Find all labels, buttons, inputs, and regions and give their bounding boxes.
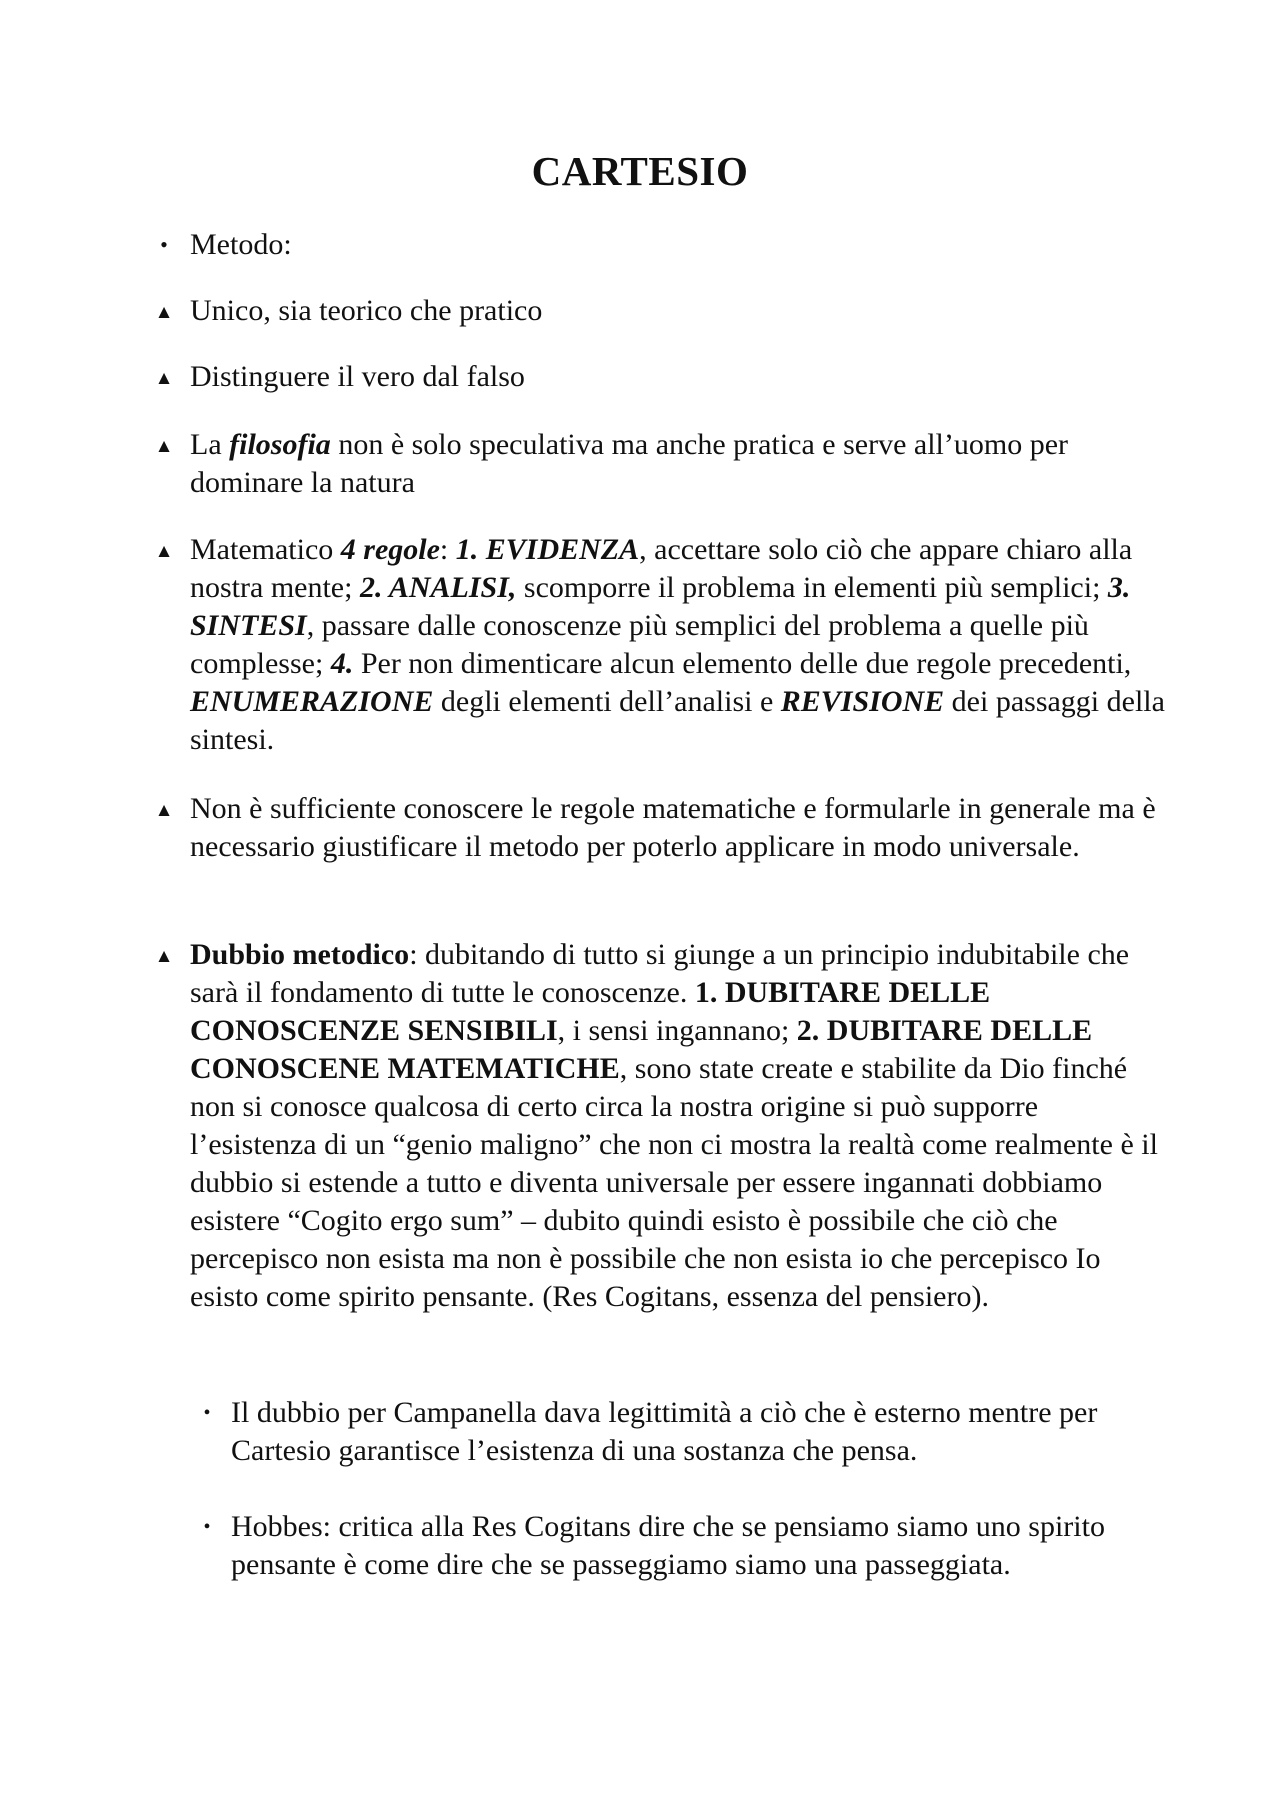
item-text: Matematico 4 regole: 1. EVIDENZA, accettare solo ciò che appare chiaro alla nostra mente; 2. ANALISI, scomporre il problema in elementi più semplici; 3. SINTESI, passare dalle conoscenze più semplici del problema a quelle più complesse; 4. Per non dimenticare alcun elemento delle due regole precedenti, ENUMERAZIONE degli elementi dell’analisi e REVISIONE dei passaggi della sintesi. (190, 533, 1165, 756)
sub-item-hobbes (203, 1508, 1166, 1584)
item-text: Distinguere il vero dal falso (190, 360, 525, 393)
bullet-dot-icon: • (203, 1516, 211, 1538)
list-item-filosofia (154, 426, 1165, 502)
item-text: Unico, sia teorico che pratico (190, 294, 543, 327)
list-item-non-sufficiente (154, 790, 1165, 866)
bullet-triangle-icon: ▲ (154, 436, 174, 457)
item-text: Il dubbio per Campanella dava legittimità a ciò che è esterno mentre per Cartesio garantisce l’esistenza di una sostanza che pensa. (231, 1396, 1098, 1467)
bullet-triangle-icon: ▲ (154, 946, 174, 967)
bullet-triangle-icon: ▲ (154, 302, 174, 323)
bullet-triangle-icon: ▲ (154, 541, 174, 562)
item-text: La filosofia non è solo speculativa ma anche pratica e serve all’uomo per dominare la natura (190, 428, 1069, 499)
bullet-dot-icon: • (203, 1402, 211, 1424)
list-item-dubbio-metodico (154, 936, 1165, 1316)
bullet-triangle-icon: ▲ (154, 800, 174, 821)
list-item-metodo (160, 226, 1165, 264)
page-title: CARTESIO (531, 148, 749, 194)
bullet-triangle-icon: ▲ (154, 368, 174, 389)
item-text: Non è sufficiente conoscere le regole matematiche e formularle in generale ma è necessario giustificare il metodo per poterlo applicare in modo universale. (190, 792, 1156, 863)
list-item-distinguere (154, 358, 1165, 396)
item-text: Metodo: (190, 228, 292, 261)
bullet-dot-icon: • (160, 232, 168, 257)
list-item-matematico (154, 531, 1165, 759)
item-text: Hobbes: critica alla Res Cogitans dire che se pensiamo siamo uno spirito pensante è come dire che se passeggiamo siamo una passeggiata. (231, 1510, 1105, 1581)
list-item-unico (154, 292, 1165, 330)
sub-item-campanella (203, 1394, 1166, 1470)
item-text: Dubbio metodico: dubitando di tutto si giunge a un principio indubitabile che sarà il fondamento di tutte le conoscenze. 1. DUBITARE DELLE CONOSCENZE SENSIBILI, i sensi ingannano; 2. DUBITARE DELLE CONOSCENE MATEMATICHE, sono state create e stabilite da Dio finché non si conosce qualcosa di certo circa la nostra origine si può supporre l’esistenza di un “genio maligno” che non ci mostra la realtà come realmente è il dubbio si estende a tutto e diventa universale per essere ingannati dobbiamo esistere “Cogito ergo sum” – dubito quindi esisto è possibile che ciò che percepisco non esista ma non è possibile che non esista io che percepisco Io esisto come spirito pensante. (Res Cogitans, essenza del pensiero). (190, 938, 1158, 1313)
